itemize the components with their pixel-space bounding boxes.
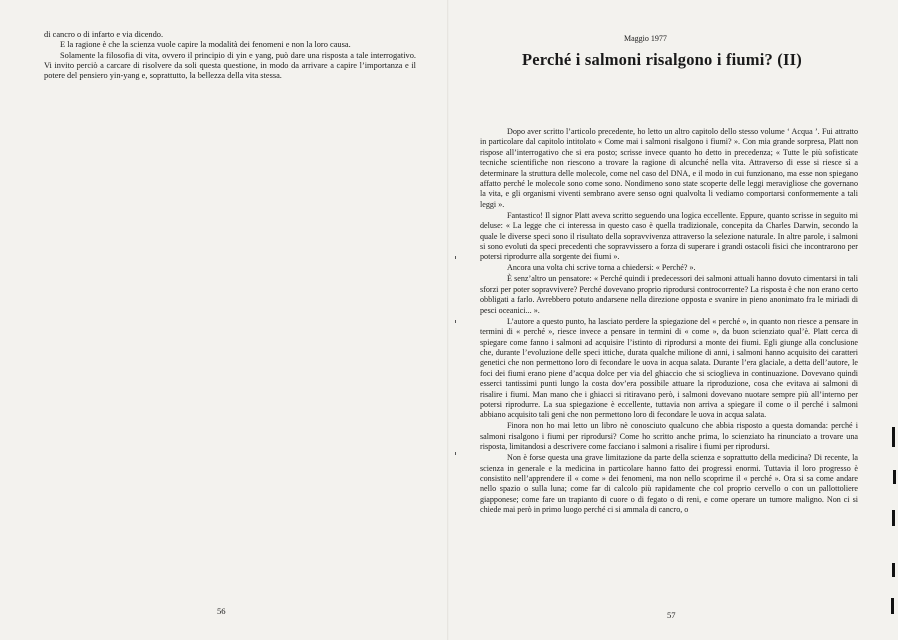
scan-speck [455,320,456,323]
left-paragraph: di cancro o di infarto e via dicendo. [44,30,164,39]
page-number-right: 57 [667,610,676,620]
binder-mark [891,598,894,614]
right-paragraph: Dopo aver scritto l’articolo precedente, ho letto un altro capitolo dello stesso volume ‘ Acqua ’. Fui attratto in particolare dal capitolo intitolato « Come mai i salmoni risalgono i fiumi? ». Con mia grande sorpresa, Platt non rispose all’interrogativo che si era posto; scrisse invece quanto ho detto in precedenza; « Tutte le più sofisticate tecniche scientifiche non riescono a trovare la ragione di alcunché nella vita. Attraverso di esse si riesce sì a determinare la struttura delle molecole, come nel caso del DNA, e il modo in cui funzionano, ma esse non spiegano affatto perché le molecole sono come sono. Nondimeno sono state scoperte delle leggi meravigliose che governano la vita, e gli organismi viventi sembrano avere senso ogni qualvolta li vediamo comportarsi conformemente a tali leggi ». [480,127,858,209]
right-paragraph: Finora non ho mai letto un libro nè conosciuto qualcuno che abbia risposto a questa domanda: perché i salmoni risalgono i fiumi per riprodursi? Come ho scritto anche prima, lo scienziato ha rinunciato a trovare una risposta, limitandosi a descrivere come facciano i salmoni a risalire i fiumi per riprodursi. [480,421,858,452]
scan-speck [455,256,456,259]
binder-mark [893,470,896,484]
running-head: Maggio 1977 [624,34,667,43]
page-gutter [447,0,449,640]
binder-mark [892,510,895,526]
scan-speck [455,452,456,455]
article-title: Perché i salmoni risalgono i fiumi? (II) [522,50,802,69]
right-paragraph: L’autore a questo punto, ha lasciato perdere la spiegazione del « perché », in quanto non riesce a pensare in termini di « perché », riesce invece a pensare in termini di « come », da buon scienziato qual’è. Platt cerca di spiegare come fanno i salmoni ad acquisire l’istinto di riprodursi a monte dei fiumi. Egli giunge alla conclusione che, durante l’evoluzione delle speci ittiche, durata qualche milione di anni, i salmoni hanno acquisito dei caratteri genetici che non permettono loro di fecondare le uova in acqua salata. Durante l’era glaciale, a detta dell’autore, le foci dei fiumi erano piene d’acqua dolce per via del ghiaccio che si scioglieva in continuazione. Dovevano quindi esserci tantissimi punti lungo la costa dov’era possibile attuare la riproduzione, cosa che evitava ai salmoni di risalire i fiumi. Man mano che i ghiacci si ritiravano però, i salmoni dovevano nuotare sempre più all’interno per potersi riprodurre. La sua spiegazione è eccellente, tuttavia non arriva a spiegare il come o il perché i salmoni abbiano acquisito tali geni che non permettono loro di fecondare le uova in acqua salata. [480,316,858,420]
binder-mark [892,563,895,577]
right-paragraph: Ancora una volta chi scrive torna a chiedersi: « Perché? ». [507,263,696,273]
right-paragraph: Non è forse questa una grave limitazione da parte della scienza e soprattutto della medicina? Di recente, la scienza in generale e la medicina in particolare hanno fatto dei progressi enormi. Tuttavia il loro progresso è consistito nell’apprendere il « come » dei fenomeni, ma non nello scoprirne il « perché ». Ora si sa come andare nello spazio o sulla luna; come far di calcolo più rapidamente che col proprio cervello o con un pallottoliere giapponese; come fare un trapianto di cuore o di fegato o di reni, e come operare un tumore maligno. Non ci si chiede mai però in primo luogo perché ci si ammala di cancro, o [480,453,858,515]
binder-mark [892,427,895,447]
page-number-left: 56 [217,606,226,616]
right-paragraph: Fantastico! Il signor Platt aveva scritto seguendo una logica eccellente. Eppure, quanto scrisse in seguito mi deluse: « La legge che ci interessa in questo caso è quella tradizionale, concepita da Charles Darwin, secondo la quale le diverse speci sono il risultato della sopravvivenza attraverso la selezione naturale. In altre parole, i salmoni si sono evoluti da speci precedenti che sopravvissero a forza di superare i grandi ostacoli fisici che incontrarono per potersi riprodurre alla sorgente dei fiumi ». [480,210,858,262]
left-paragraph: E la ragione è che la scienza vuole capire la modalità dei fenomeni e non la loro causa. [60,40,351,50]
right-page-text [480,127,858,516]
right-paragraph: È senz’altro un pensatore: « Perché quindi i predecessori dei salmoni attuali hanno dovuto cimentarsi in tali sforzi per poter sopravvivere? Perché dovevano proprio riprodursi controcorrente? La risposta è che non erano certo obbligati a farlo. Avrebbero potuto andarsene nella direzione opposta e svanire in pieno anonimato fra le miriadi di pesci oceanici... ». [480,274,858,315]
left-paragraph: Solamente la filosofia di vita, ovvero il principio di yin e yang, può dare una risposta a tale interrogativo. Vi invito perciò a carcare di risolvere da soli questa questione, in modo da arrivare a capire l’importanza e il potere del pensiero yin-yang e, soprattutto, la bellezza della vita stessa. [44,50,416,81]
left-page-text [44,30,416,81]
